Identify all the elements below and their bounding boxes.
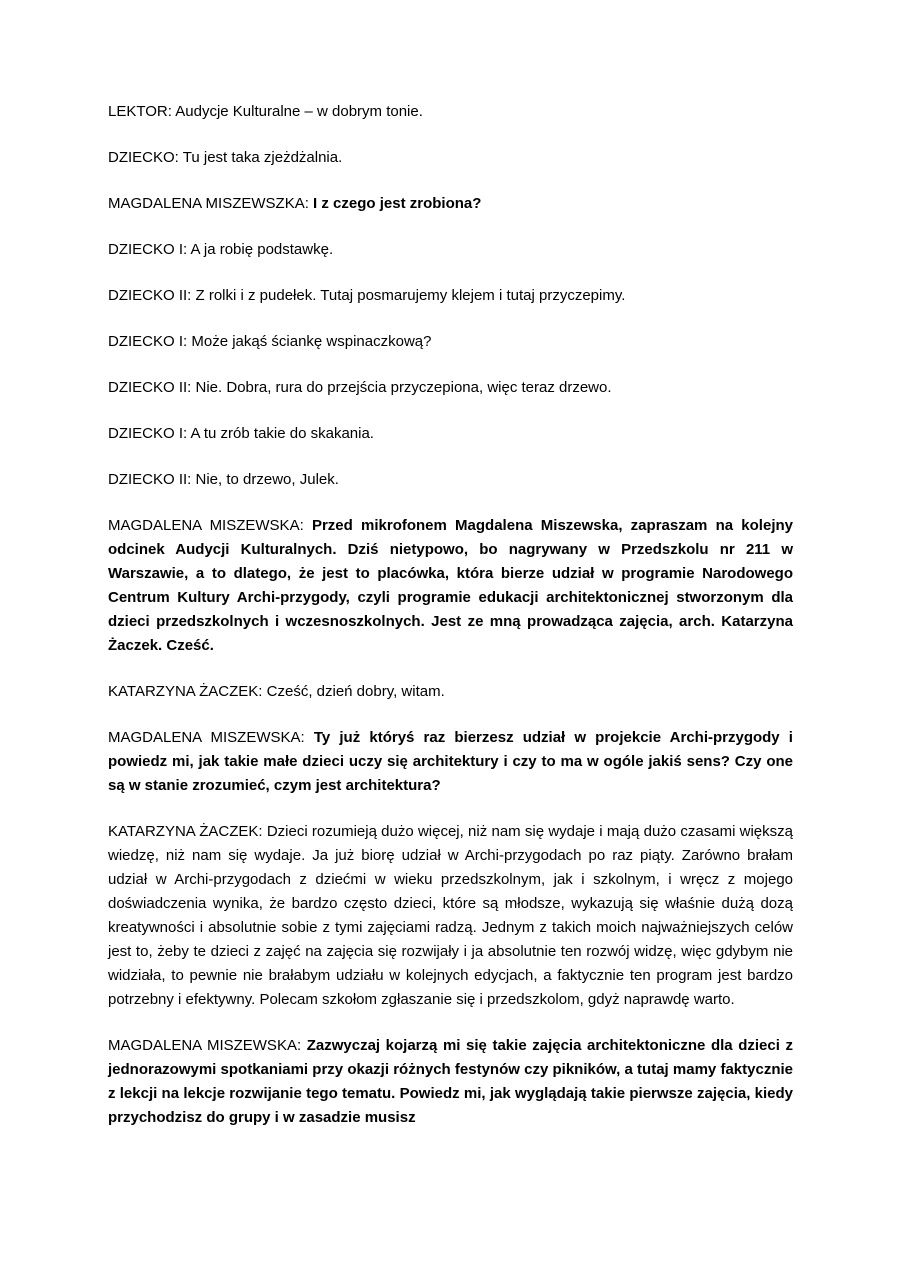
speaker-label: MAGDALENA MISZEWSKA: (108, 1037, 302, 1054)
speaker-label: LEKTOR: (108, 103, 172, 120)
transcript-paragraph (108, 284, 793, 308)
dialogue-text: Nie. Dobra, rura do przejścia przyczepiona, więc teraz drzewo. (195, 379, 612, 396)
speaker-label: DZIECKO: (108, 149, 179, 166)
transcript-paragraph (108, 238, 793, 262)
transcript-paragraph (108, 726, 793, 798)
speaker-label: DZIECKO II: (108, 287, 192, 304)
dialogue-text: Nie, to drzewo, Julek. (195, 471, 339, 488)
dialogue-text: Audycje Kulturalne – w dobrym tonie. (175, 103, 423, 120)
dialogue-text: A ja robię podstawkę. (190, 241, 334, 258)
dialogue-text: Ty już któryś raz bierzesz udział w projekcie Archi-przygody i powiedz mi, jak takie małe dzieci uczy się architektury i czy to ma w ogóle jakiś sens? Czy one są w stanie zrozumieć, czym jest architektura? (108, 729, 793, 794)
transcript-paragraph (108, 422, 793, 446)
transcript-paragraph (108, 514, 793, 658)
dialogue-text: Może jakąś ściankę wspinaczkową? (191, 333, 432, 350)
dialogue-text: Cześć, dzień dobry, witam. (266, 683, 445, 700)
dialogue-text: I z czego jest zrobiona? (313, 195, 482, 212)
transcript-paragraph (108, 680, 793, 704)
transcript-paragraph (108, 820, 793, 1012)
speaker-label: MAGDALENA MISZEWSZKA: (108, 195, 309, 212)
speaker-label: DZIECKO II: (108, 379, 192, 396)
speaker-label: DZIECKO I: (108, 241, 188, 258)
speaker-label: DZIECKO II: (108, 471, 192, 488)
dialogue-text: Tu jest taka zjeżdżalnia. (182, 149, 343, 166)
speaker-label: KATARZYNA ŻACZEK: (108, 683, 263, 700)
speaker-label: MAGDALENA MISZEWSKA: (108, 729, 305, 746)
transcript-paragraph (108, 146, 793, 170)
transcript-paragraph (108, 468, 793, 492)
speaker-label: DZIECKO I: (108, 425, 188, 442)
speaker-label: DZIECKO I: (108, 333, 188, 350)
dialogue-text: Dzieci rozumieją dużo więcej, niż nam się wydaje i mają dużo czasami większą wiedzę, niż nam się wydaje. Ja już biorę udział w Archi-przygodach po raz piąty. Zarówno brałam udział w Archi-przygodach z dziećmi w wieku przedszkolnym, jak i szkolnym, i wręcz z mojego doświadczenia wynika, że bardzo często dzieci, które są młodsze, wykazują się właśnie dużą dozą kreatywności i absolutnie sobie z tymi zajęciami radzą. Jednym z takich moich najważniejszych celów jest to, żeby te dzieci z zajęć na zajęcia się rozwijały i ja absolutnie ten rozwój widzę, więc gdybym nie widziała, to pewnie nie brałabym udziału w kolejnych edycjach, a faktycznie ten program jest bardzo potrzebny i efektywny. Polecam szkołom zgłaszanie się i przedszkolom, gdyż naprawdę warto. (108, 823, 793, 1008)
transcript-paragraph (108, 376, 793, 400)
dialogue-text: A tu zrób takie do skakania. (190, 425, 374, 442)
transcript-paragraph (108, 192, 793, 216)
transcript-paragraph (108, 1034, 793, 1130)
speaker-label: MAGDALENA MISZEWSKA: (108, 517, 304, 534)
speaker-label: KATARZYNA ŻACZEK: (108, 823, 263, 840)
dialogue-text: Z rolki i z pudełek. Tutaj posmarujemy klejem i tutaj przyczepimy. (195, 287, 626, 304)
dialogue-text: Przed mikrofonem Magdalena Miszewska, zapraszam na kolejny odcinek Audycji Kulturalnych. Dziś nietypowo, bo nagrywany w Przedszkolu nr 211 w Warszawie, a to dlatego, że jest to placówka, która bierze udział w programie Narodowego Centrum Kultury Archi-przygody, czyli programie edukacji architektonicznej stworzonym dla dzieci przedszkolnych i wczesnoszkolnych. Jest ze mną prowadząca zajęcia, arch. Katarzyna Żaczek. Cześć. (108, 517, 793, 654)
transcript-paragraph (108, 330, 793, 354)
transcript-paragraph (108, 100, 793, 124)
dialogue-text: Zazwyczaj kojarzą mi się takie zajęcia architektoniczne dla dzieci z jednorazowymi spotkaniami przy okazji różnych festynów czy pikników, a tutaj mamy faktycznie z lekcji na lekcje rozwijanie tego tematu. Powiedz mi, jak wyglądają takie pierwsze zajęcia, kiedy przychodzisz do grupy i w zasadzie musisz (108, 1037, 793, 1126)
